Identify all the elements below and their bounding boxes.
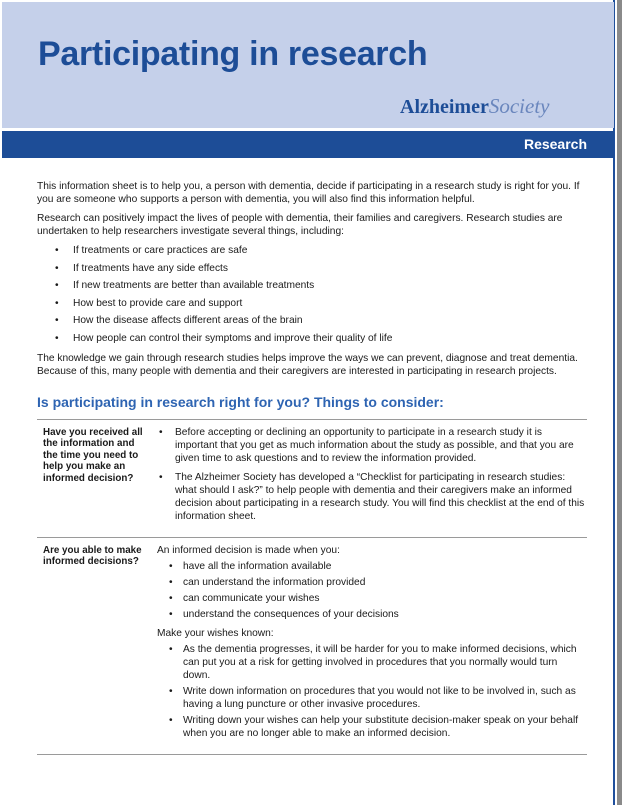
header-banner [2, 2, 614, 128]
brand-logo [400, 94, 550, 119]
list-item: • Before accepting or declining an opportunity to participate in a research study it is important that you get as much information about the study as possible, and that you are given time to ask questions and to review the information provided. [157, 426, 587, 465]
row-answer [147, 544, 587, 746]
list-item: • As the dementia progresses, it will be harder for you to make informed decisions, which can put you at a risk for getting involved in procedures that you normally would turn down. [157, 643, 587, 682]
table-row [37, 538, 587, 755]
intro-paragraph: Research can positively impact the lives of people with dementia, their families and caregivers. Research studies are undertaken to help researchers investigate several things, including: [37, 213, 563, 237]
row-lead-text: Make your wishes known: [157, 627, 274, 639]
list-item: • How the disease affects different areas of the brain [55, 314, 587, 327]
row-question: Are you able to make informed decisions? [43, 544, 142, 568]
table-row [37, 420, 587, 538]
document-body [37, 180, 587, 755]
list-item: • can understand the information provided [157, 576, 587, 589]
page-title: Participating in research [38, 35, 428, 73]
list-item: • If treatments or care practices are safe [55, 244, 587, 257]
brand-name: Alzheimer [400, 96, 489, 118]
list-item: • If new treatments are better than available treatments [55, 279, 587, 292]
row-question: Have you received all the information and the time you need to help you make an informed decision? [43, 426, 143, 484]
research-topics-list [55, 244, 587, 345]
list-item: • If treatments have any side effects [55, 262, 587, 275]
considerations-table [37, 419, 587, 755]
category-label: Research [523, 136, 587, 152]
list-item: • understand the consequences of your decisions [157, 608, 587, 621]
row-answer [147, 426, 587, 529]
list-item: • Write down information on procedures that you would not like to be involved in, such as having a lung puncture or other invasive procedures. [157, 685, 587, 711]
page-edge-shadow [617, 0, 622, 805]
list-item: • have all the information available [157, 560, 587, 573]
row-lead-text: An informed decision is made when you: [157, 544, 340, 556]
list-item: • The Alzheimer Society has developed a “Checklist for participating in research studies: what should I ask?” to help people with dementia and their caregivers make an informed decision about participating in a research study. You will find this checklist at the end of this information sheet. [157, 471, 587, 523]
brand-name-italic: Society [488, 94, 550, 118]
list-item: • Writing down your wishes can help your substitute decision-maker speak on your behalf when you are no longer able to make an informed decision. [157, 714, 587, 740]
list-item: • How people can control their symptoms and improve their quality of life [55, 332, 587, 345]
list-item: • How best to provide care and support [55, 297, 587, 310]
category-band [2, 131, 614, 158]
intro-paragraph: This information sheet is to help you, a person with dementia, decide if participating in a research study is right for you. If you are someone who supports a person with dementia, you will also find this information helpful. [37, 181, 580, 205]
section-heading: Is participating in research right for you? Things to consider: [37, 393, 444, 410]
intro-paragraph: The knowledge we gain through research studies helps improve the ways we can prevent, diagnose and treat dementia. Because of this, many people with dementia and their caregivers are interested in participating in research projects. [37, 352, 578, 377]
list-item: • can communicate your wishes [157, 592, 587, 605]
